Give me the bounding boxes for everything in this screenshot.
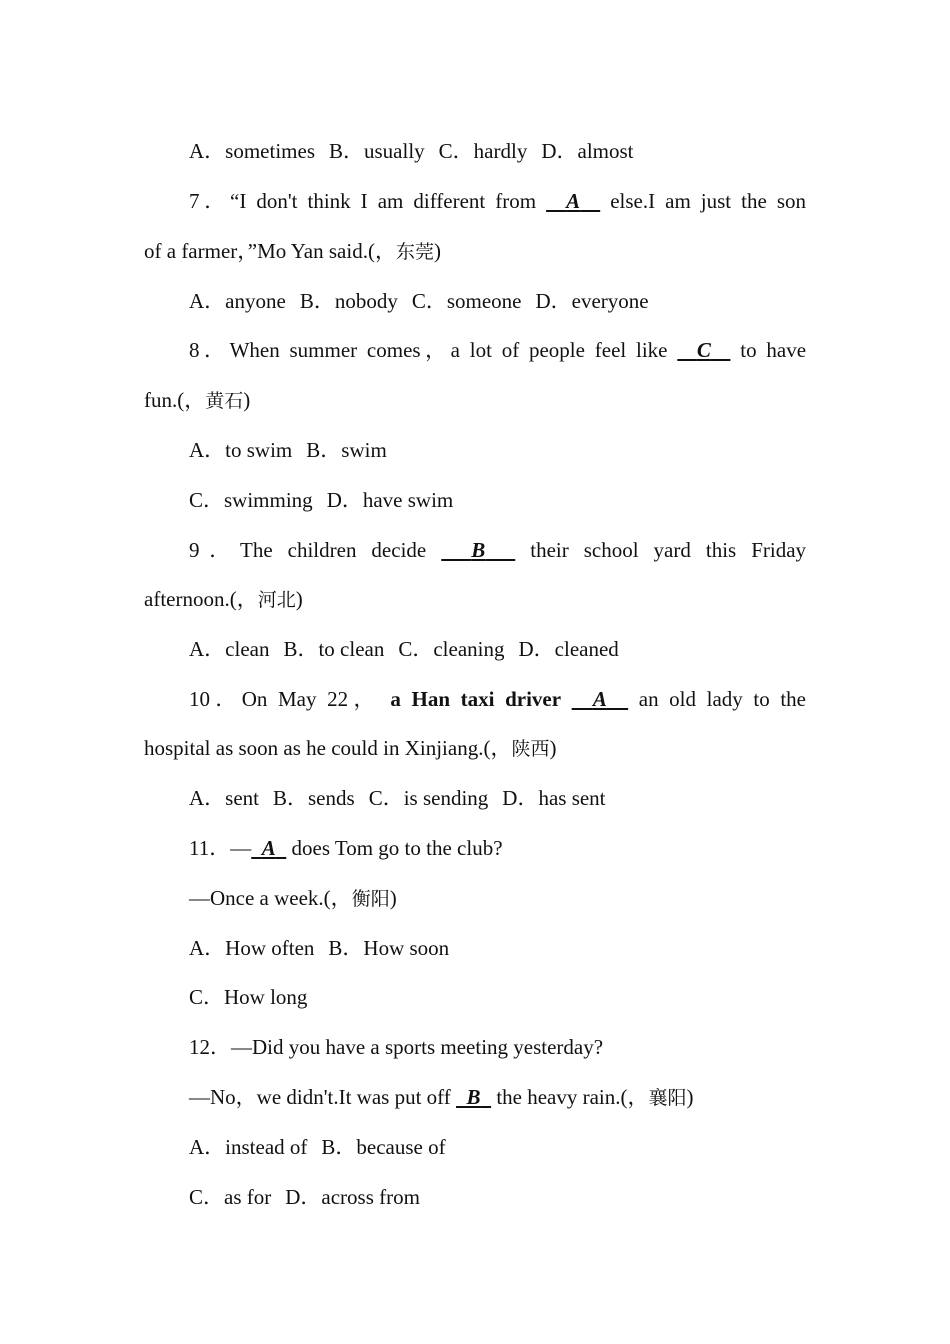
q8-option-c: C．swimming <box>189 488 313 512</box>
q8-option-b: B．swim <box>306 438 387 462</box>
q11-option-c: C．How long <box>189 985 308 1009</box>
q7-answer-blank <box>546 189 600 213</box>
q8-option-a: A．to swim <box>189 438 293 462</box>
q12-option-c: C．as for <box>189 1185 272 1209</box>
q7-option-d: D．everyone <box>535 289 649 313</box>
q9-answer: B <box>471 538 486 562</box>
q8-answer-blank <box>677 338 730 362</box>
q9-options <box>189 634 806 664</box>
q9-source: 河北 <box>257 589 296 611</box>
q8-source: 黄石 <box>205 390 244 412</box>
q11-options-row1 <box>189 933 806 963</box>
q6-option-c: C．hardly <box>438 139 528 163</box>
q7-stem-line1 <box>189 186 806 216</box>
q7-option-b: B．nobody <box>299 289 398 313</box>
q10-stem-text: 10．On May 22， <box>189 687 380 711</box>
q12-source: 襄阳 <box>648 1087 687 1109</box>
q11-stem-line2: —Once a week.(，衡阳) <box>189 886 397 910</box>
q7-options <box>189 286 806 316</box>
q11-answer: A <box>261 836 276 860</box>
q8-answer: C <box>696 338 711 362</box>
q7-option-c: C．someone <box>411 289 522 313</box>
q6-option-b: B．usually <box>329 139 425 163</box>
q12-stem-line2: —No，we didn't.It was put off B the heavy rain.(，襄阳) <box>189 1085 694 1109</box>
q9-stem-line2: afternoon.(，河北) <box>144 587 303 611</box>
q7-option-a: A．anyone <box>189 289 286 313</box>
q11-answer-blank <box>251 836 286 860</box>
q10-option-b: B．sends <box>273 786 355 810</box>
q12-options-row2 <box>189 1182 806 1212</box>
q10-source: 陕西 <box>511 738 550 760</box>
q11-stem-line1 <box>189 833 806 863</box>
q10-stem-line2: hospital as soon as he could in Xinjiang.(，陕西) <box>144 736 557 760</box>
q6-options <box>189 136 806 166</box>
q10-bold-phrase: a Han taxi driver <box>390 687 562 711</box>
q10-option-a: A．sent <box>189 786 259 810</box>
q12-option-a: A．instead of <box>189 1135 308 1159</box>
q8-stem-line1 <box>189 335 806 365</box>
q10-option-c: C．is sending <box>368 786 489 810</box>
q7-stem-line2: of a farmer，”Mo Yan said.(，东莞) <box>144 239 441 263</box>
q11-stem-after: does Tom go to the club? <box>291 836 503 860</box>
q12-option-d: D．across from <box>285 1185 420 1209</box>
q6-option-d: D．almost <box>541 139 634 163</box>
q11-stem-text: 11．— <box>189 836 252 860</box>
q12-answer-blank <box>456 1085 491 1109</box>
q9-option-d: D．cleaned <box>518 637 619 661</box>
q9-option-c: C．cleaning <box>398 637 505 661</box>
q8-stem-text: 8．When summer comes，a lot of people feel like <box>189 338 668 362</box>
q10-options <box>189 783 806 813</box>
q11-option-b: B．How soon <box>328 936 450 960</box>
q10-answer: A <box>592 687 607 711</box>
q8-stem-after: to have <box>740 338 807 362</box>
q11-options-row2 <box>189 982 806 1012</box>
q7-stem-after: else.I am just the son <box>610 189 806 213</box>
q12-stem-text: 12．—Did you have a sports meeting yesterday? <box>189 1035 604 1059</box>
q11-source: 衡阳 <box>351 888 390 910</box>
q8-option-d: D．have swim <box>326 488 454 512</box>
q7-answer: A <box>566 189 581 213</box>
q8-options-row1 <box>189 435 806 465</box>
q9-answer-blank <box>441 538 515 562</box>
q12-option-b: B．because of <box>321 1135 446 1159</box>
q7-stem-text: 7．“I don't think I am different from <box>189 189 537 213</box>
q7-source: 东莞 <box>395 241 434 263</box>
q9-option-a: A．clean <box>189 637 270 661</box>
q9-stem-after: their school yard this Friday <box>530 538 807 562</box>
q9-stem-line1 <box>189 535 806 565</box>
q12-answer: B <box>466 1085 481 1109</box>
q8-options-row2 <box>189 485 806 515</box>
q6-option-a: A．sometimes <box>189 139 315 163</box>
q10-option-d: D．has sent <box>502 786 606 810</box>
q9-stem-text: 9．The children decide <box>189 538 427 562</box>
q12-options-row1 <box>189 1132 806 1162</box>
q10-answer-blank <box>572 687 628 711</box>
q8-stem-line2: fun.(，黄石) <box>144 388 251 412</box>
q10-stem-after: an old lady to the <box>638 687 806 711</box>
q9-option-b: B．to clean <box>283 637 385 661</box>
q11-option-a: A．How often <box>189 936 315 960</box>
q10-stem-line1 <box>189 684 806 714</box>
q12-stem-line1 <box>189 1032 806 1062</box>
